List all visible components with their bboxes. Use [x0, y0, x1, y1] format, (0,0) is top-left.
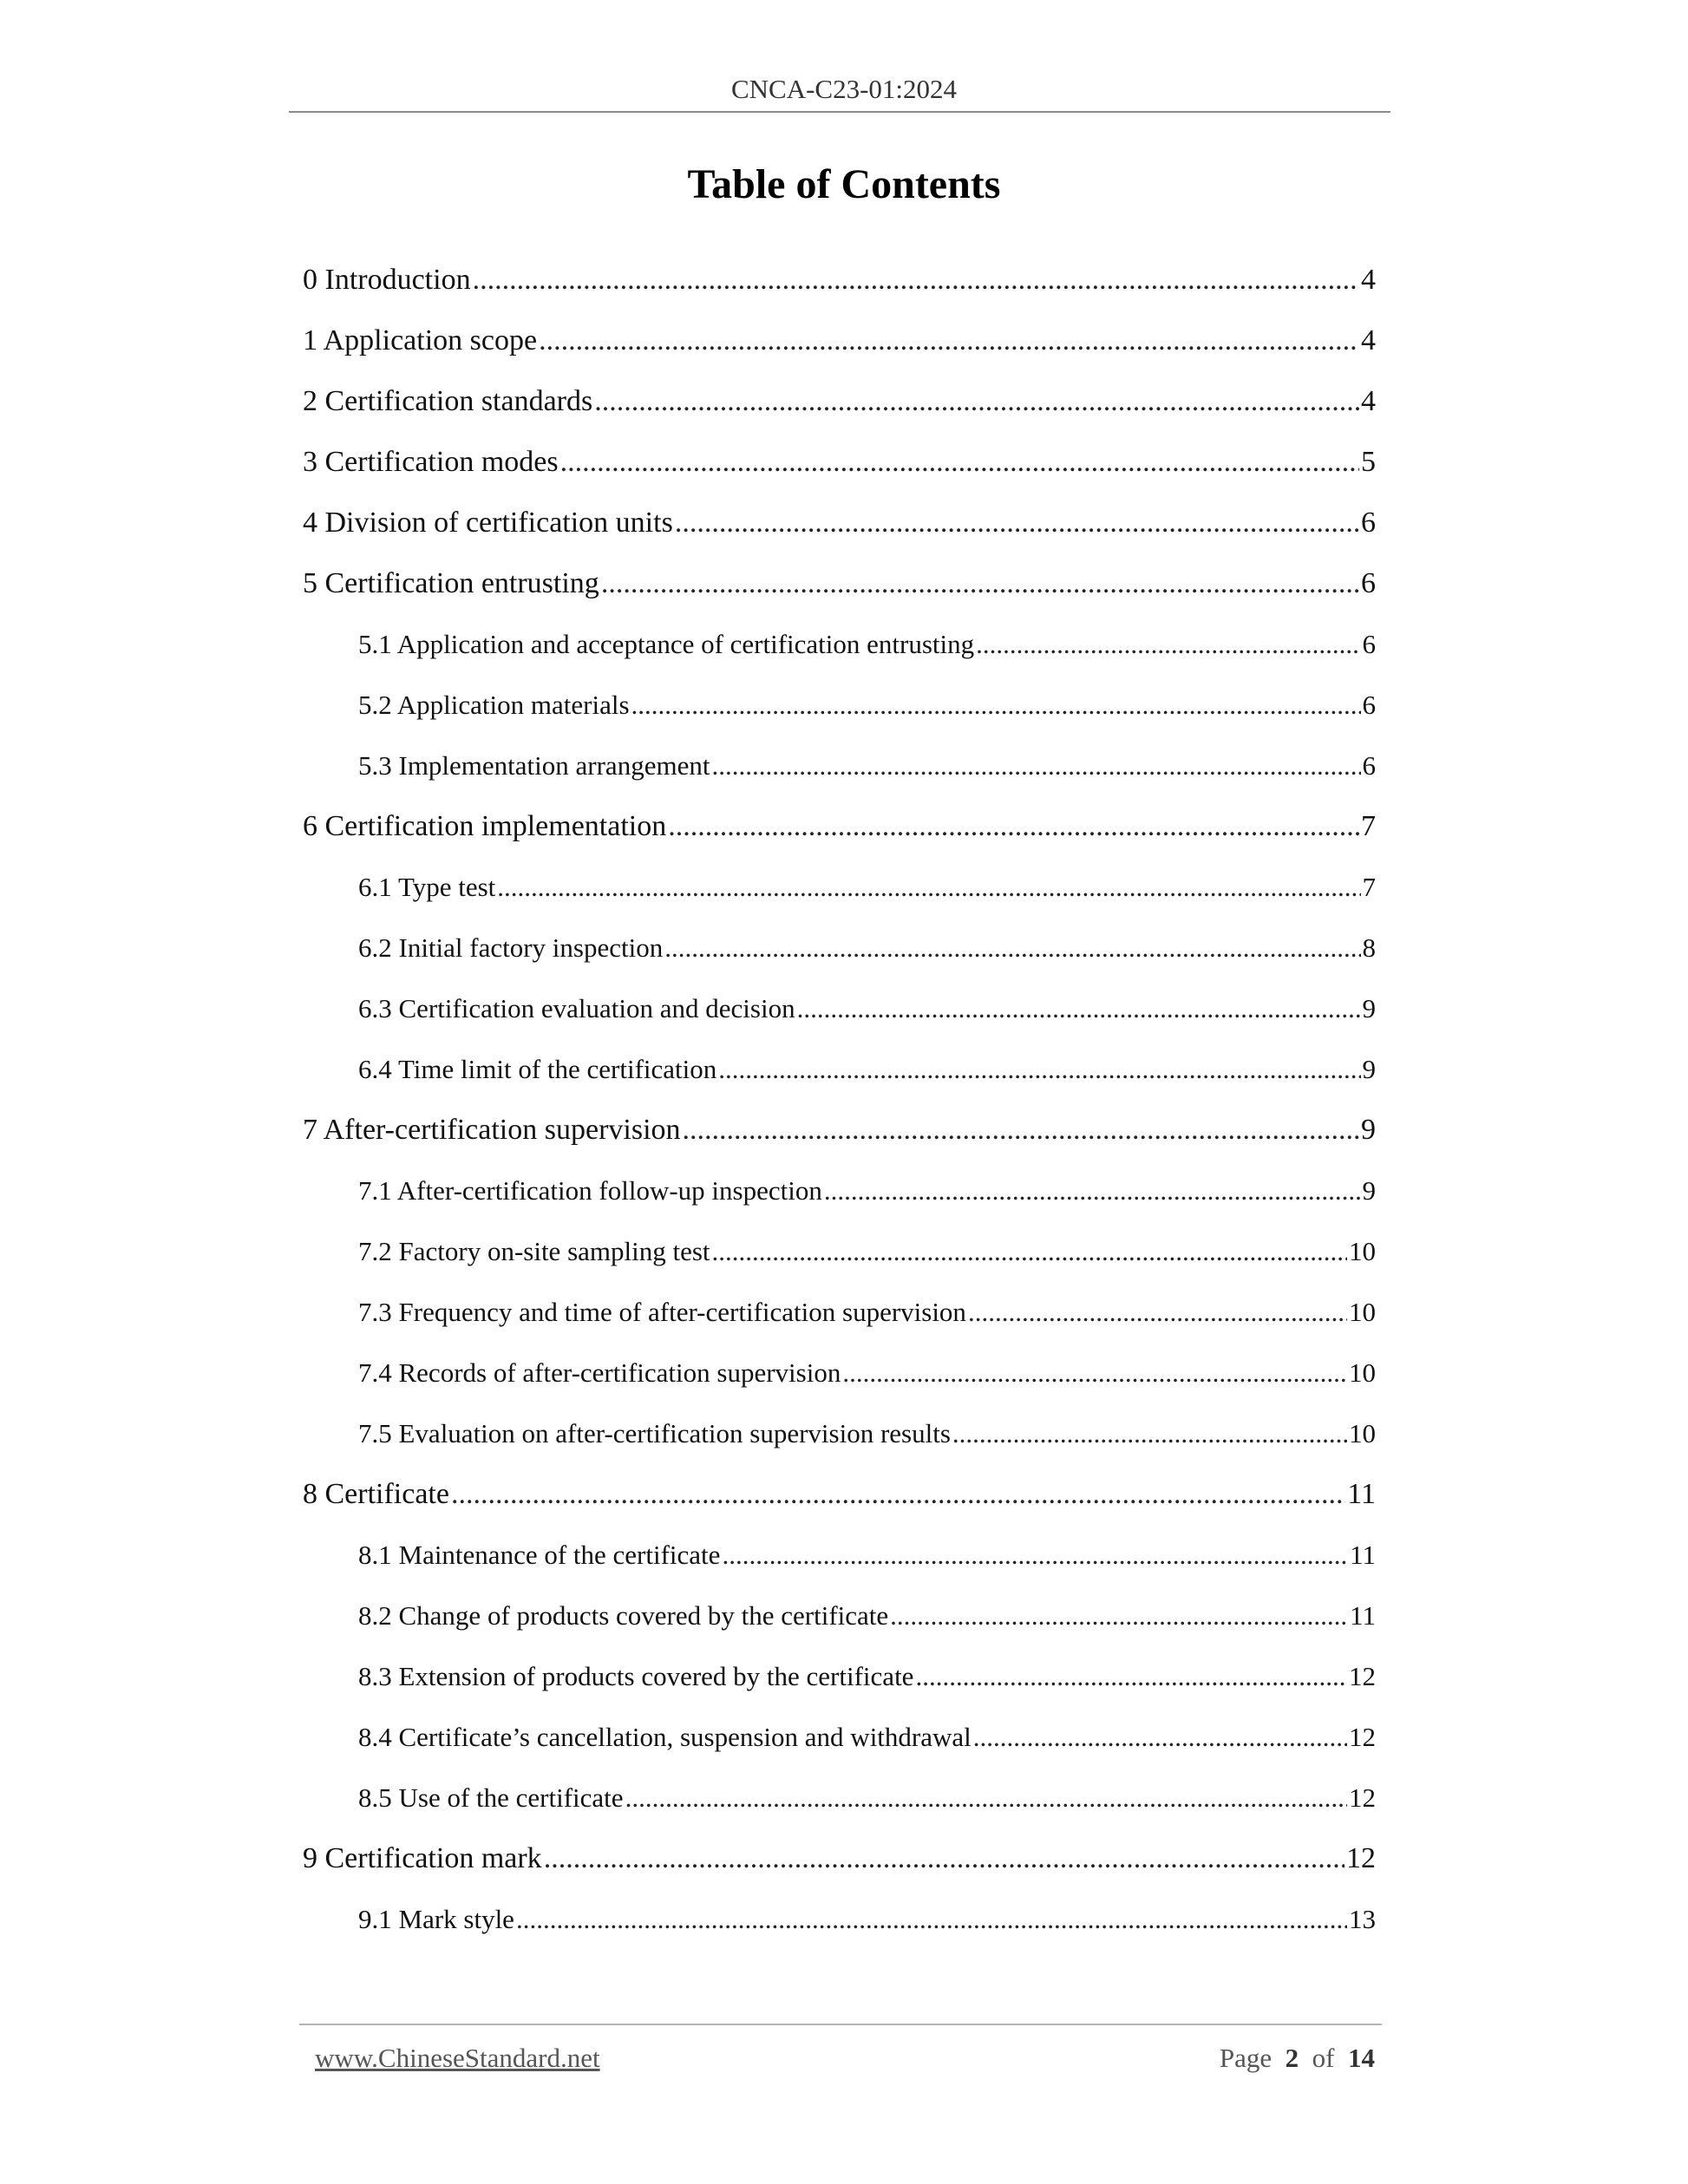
toc-entry-page-number: 12 — [1349, 1722, 1376, 1752]
toc-dot-leader — [497, 860, 1360, 914]
toc-dot-leader — [683, 1103, 1359, 1157]
toc-dot-leader — [594, 375, 1359, 428]
of-word: of — [1312, 2043, 1335, 2073]
toc-dot-leader — [890, 1589, 1348, 1643]
toc-entry[interactable] — [303, 557, 1376, 618]
toc-entry-page-number: 5 — [1361, 446, 1376, 478]
document-code-header: CNCA-C23-01:2024 — [730, 74, 958, 104]
toc-dot-leader — [675, 496, 1359, 550]
toc-entry-page-number: 7 — [1361, 810, 1376, 842]
toc-entry[interactable] — [303, 496, 1376, 557]
toc-entry-title: 8.2 Change of products covered by the certificate — [358, 1600, 889, 1631]
toc-entry-title: 8.3 Extension of products covered by the certificate — [358, 1661, 914, 1691]
toc-entry-title: 9.1 Mark style — [358, 1904, 514, 1934]
toc-dot-leader — [516, 1893, 1347, 1946]
toc-entry-title: 8.4 Certificate’s cancellation, suspension and withdrawal — [358, 1722, 972, 1752]
toc-entry-title: 5.3 Implementation arrangement — [358, 750, 710, 781]
toc-entry[interactable] — [303, 1164, 1376, 1225]
toc-entry-title: 3 Certification modes — [303, 446, 559, 478]
toc-dot-leader — [668, 800, 1359, 853]
toc-entry[interactable] — [303, 1225, 1376, 1285]
toc-entry-title: 5.1 Application and acceptance of certification entrusting — [358, 629, 975, 659]
toc-dot-leader — [544, 1832, 1345, 1886]
current-page-number: 2 — [1285, 2043, 1299, 2073]
toc-entry-title: 6.1 Type test — [358, 872, 496, 902]
toc-dot-leader — [976, 618, 1360, 671]
toc-entry-page-number: 4 — [1361, 385, 1376, 417]
toc-entry[interactable] — [303, 1771, 1376, 1832]
total-page-number: 14 — [1348, 2043, 1375, 2073]
toc-dot-leader — [451, 1468, 1345, 1521]
toc-entry-page-number: 12 — [1349, 1661, 1376, 1691]
toc-entry-title: 1 Application scope — [303, 324, 538, 356]
toc-entry[interactable] — [303, 314, 1376, 375]
toc-entry-page-number: 6 — [1361, 507, 1376, 539]
toc-entry-page-number: 10 — [1349, 1297, 1376, 1327]
toc-entry-page-number: 9 — [1362, 1175, 1376, 1206]
toc-entry-page-number: 10 — [1349, 1357, 1376, 1388]
toc-dot-leader — [722, 1528, 1348, 1582]
toc-entry-title: 7.5 Evaluation on after-certification supervision results — [358, 1418, 951, 1448]
toc-entry-page-number: 8 — [1362, 932, 1376, 963]
footer-divider — [299, 2024, 1382, 2025]
toc-entry-page-number: 6 — [1362, 629, 1376, 659]
toc-entry-title: 7 After-certification supervision — [303, 1114, 681, 1146]
toc-entry-title: 8 Certificate — [303, 1478, 449, 1510]
toc-entry-page-number: 13 — [1349, 1904, 1376, 1934]
toc-entry[interactable] — [303, 1407, 1376, 1468]
toc-entry[interactable] — [303, 860, 1376, 921]
toc-entry-title: 0 Introduction — [303, 264, 471, 296]
toc-entry-title: 7.2 Factory on-site sampling test — [358, 1236, 710, 1266]
toc-entry-page-number: 4 — [1361, 264, 1376, 296]
toc-dot-leader — [473, 253, 1359, 307]
toc-entry[interactable] — [303, 375, 1376, 435]
toc-entry-page-number: 9 — [1362, 1054, 1376, 1084]
page-indicator — [1220, 2043, 1375, 2074]
toc-entry-title: 2 Certification standards — [303, 385, 593, 417]
toc-entry-page-number: 10 — [1349, 1418, 1376, 1448]
toc-entry-page-number: 9 — [1362, 993, 1376, 1023]
toc-entry[interactable] — [303, 1103, 1376, 1164]
toc-entry[interactable] — [303, 1650, 1376, 1710]
toc-entry-page-number: 11 — [1347, 1478, 1376, 1510]
toc-entry-title: 7.3 Frequency and time of after-certification supervision — [358, 1297, 966, 1327]
toc-dot-leader — [712, 1225, 1347, 1278]
toc-dot-leader — [842, 1346, 1347, 1400]
toc-dot-leader — [664, 921, 1360, 975]
toc-entry-page-number: 10 — [1349, 1236, 1376, 1266]
toc-dot-leader — [560, 435, 1359, 489]
toc-entry[interactable] — [303, 921, 1376, 982]
toc-dot-leader — [625, 1771, 1347, 1825]
toc-dot-leader — [797, 982, 1361, 1036]
toc-dot-leader — [711, 739, 1360, 793]
toc-entry-title: 6.3 Certification evaluation and decision — [358, 993, 795, 1023]
toc-dot-leader — [718, 1043, 1360, 1096]
toc-entry[interactable] — [303, 1468, 1376, 1528]
toc-entry-page-number: 6 — [1362, 750, 1376, 781]
toc-entry-title: 8.5 Use of the certificate — [358, 1782, 624, 1813]
toc-entry-title: 5 Certification entrusting — [303, 567, 599, 599]
website-link[interactable]: www.ChineseStandard.net — [315, 2043, 600, 2073]
toc-entry[interactable] — [303, 618, 1376, 678]
toc-entry-page-number: 6 — [1361, 567, 1376, 599]
toc-dot-leader — [915, 1650, 1347, 1703]
toc-entry[interactable] — [303, 1043, 1376, 1103]
toc-entry-title: 5.2 Application materials — [358, 690, 630, 720]
toc-entry[interactable] — [303, 435, 1376, 496]
toc-entry[interactable] — [303, 253, 1376, 314]
toc-entry-page-number: 6 — [1362, 690, 1376, 720]
toc-entry[interactable] — [303, 1710, 1376, 1771]
toc-dot-leader — [968, 1285, 1347, 1339]
page-word: Page — [1219, 2043, 1273, 2073]
toc-dot-leader — [601, 557, 1359, 611]
toc-dot-leader — [539, 314, 1359, 368]
toc-entry-title: 6 Certification implementation — [303, 810, 667, 842]
page-title: Table of Contents — [687, 161, 1001, 207]
toc-entry-page-number: 9 — [1361, 1114, 1376, 1146]
toc-entry-page-number: 12 — [1346, 1842, 1376, 1874]
toc-entry[interactable] — [303, 739, 1376, 800]
toc-dot-leader — [631, 678, 1361, 732]
toc-dot-leader — [824, 1164, 1361, 1218]
toc-entry-title: 7.4 Records of after-certification supervision — [358, 1357, 841, 1388]
toc-entry[interactable] — [303, 678, 1376, 739]
toc-entry[interactable] — [303, 1285, 1376, 1346]
toc-entry[interactable] — [303, 1346, 1376, 1407]
toc-dot-leader — [973, 1710, 1347, 1764]
toc-dot-leader — [952, 1407, 1347, 1461]
toc-entry[interactable] — [303, 1528, 1376, 1589]
toc-entry-page-number: 4 — [1361, 324, 1376, 356]
toc-entry-title: 7.1 After-certification follow-up inspection — [358, 1175, 822, 1206]
toc-entry-title: 6.2 Initial factory inspection — [358, 932, 664, 963]
toc-entry-title: 4 Division of certification units — [303, 507, 673, 539]
toc-entry[interactable] — [303, 982, 1376, 1043]
toc-entry-title: 8.1 Maintenance of the certificate — [358, 1540, 721, 1570]
toc-entry-page-number: 12 — [1349, 1782, 1376, 1813]
toc-entry[interactable] — [303, 1589, 1376, 1650]
table-of-contents — [303, 253, 1376, 1953]
toc-entry-title: 6.4 Time limit of the certification — [358, 1054, 717, 1084]
toc-entry-page-number: 11 — [1350, 1540, 1376, 1570]
toc-entry-page-number: 11 — [1350, 1600, 1376, 1631]
header-divider — [289, 111, 1390, 113]
toc-entry[interactable] — [303, 1893, 1376, 1953]
toc-entry-title: 9 Certification mark — [303, 1842, 542, 1874]
toc-entry-page-number: 7 — [1362, 872, 1376, 902]
toc-entry[interactable] — [303, 1832, 1376, 1893]
toc-entry[interactable] — [303, 800, 1376, 860]
